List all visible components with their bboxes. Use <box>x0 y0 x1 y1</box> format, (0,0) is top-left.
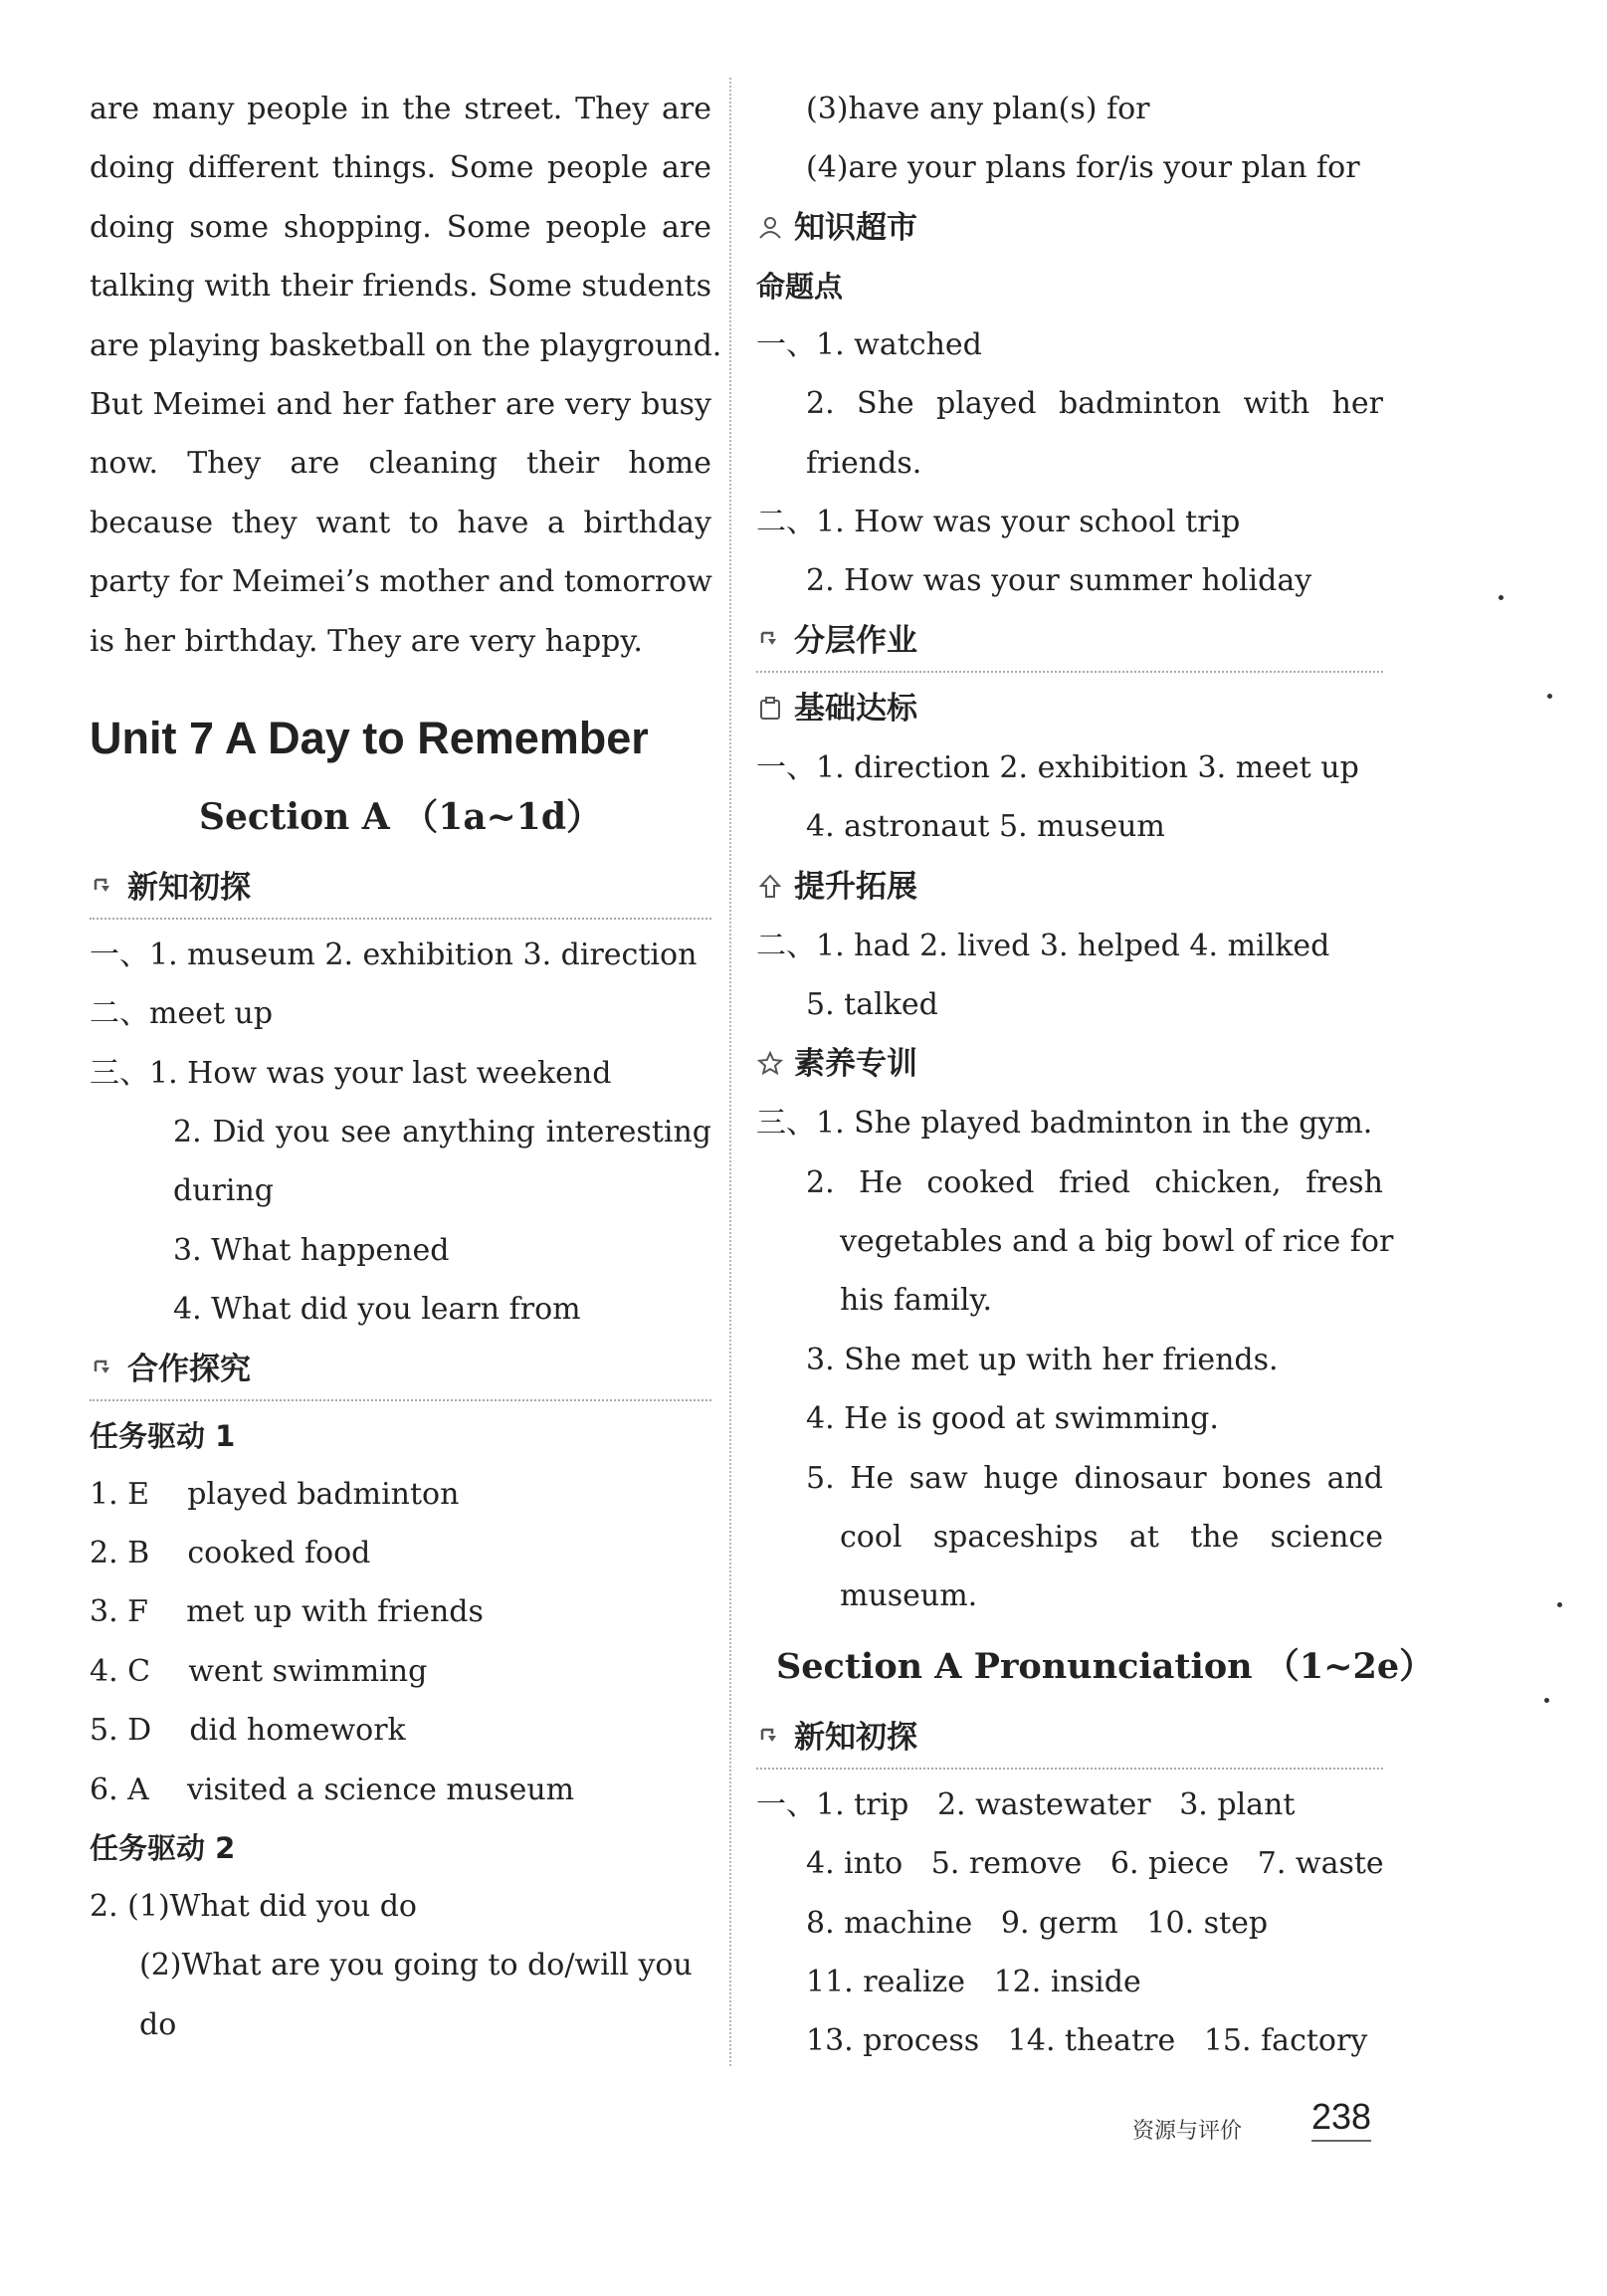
answer-line: 6. A visited a science museum <box>90 1772 575 1807</box>
section-header-hezuo <box>90 1340 711 1401</box>
answer-line: 三、1. How was your last weekend <box>90 1055 612 1091</box>
margin-dot <box>1544 1698 1549 1703</box>
section-title: Section A Pronunciation （1~2e） <box>776 1645 1435 1687</box>
answer-line: 4. What did you learn from <box>173 1292 581 1328</box>
answer-line: friends. <box>806 445 922 481</box>
task-heading: 任务驱动 1 <box>90 1418 236 1453</box>
answer-line: (4)are your plans for/is your plan for <box>806 150 1360 186</box>
paragraph-line: But Meimei and her father are very busy <box>90 386 711 422</box>
section-header-label: 提升拓展 <box>794 868 917 905</box>
column-divider <box>729 78 731 2066</box>
section-title: Section A （1a~1d） <box>198 795 603 838</box>
answer-line: 2. Did you see anything interesting <box>173 1115 711 1150</box>
answer-line: (3)have any plan(s) for <box>806 92 1150 126</box>
answer-line: 2. He cooked fried chicken, fresh <box>806 1164 1383 1200</box>
answer-line: 一、1. direction 2. exhibition 3. meet up <box>756 749 1359 785</box>
page-number: 238 <box>1311 2096 1371 2142</box>
answer-line: 2. She played badminton with her <box>806 386 1383 422</box>
section-header-label: 分层作业 <box>794 622 917 659</box>
bookmark-icon <box>90 874 117 902</box>
paragraph-line: now. They are cleaning their home <box>90 446 711 482</box>
subsection-header-suyang <box>756 1034 1383 1094</box>
section-header-label: 知识超市 <box>794 209 917 246</box>
answer-line: 二、1. How was your school trip <box>756 504 1241 539</box>
section-header-fenceng <box>756 611 1383 673</box>
answer-line: 8. machine 9. germ 10. step <box>806 1905 1269 1941</box>
section-header-label: 合作探究 <box>127 1351 251 1387</box>
answer-line: 2. B cooked food <box>90 1536 371 1571</box>
answer-line: 1. E played badminton <box>90 1476 460 1512</box>
answer-line: 5. D did homework <box>90 1713 406 1749</box>
margin-dot <box>1557 1602 1562 1607</box>
subsection-header-jichu <box>756 679 1383 738</box>
answer-line: 一、1. watched <box>756 326 982 362</box>
answer-line: 4. He is good at swimming. <box>806 1401 1219 1437</box>
paragraph-line: party for Meimei’s mother and tomorrow <box>90 564 712 600</box>
answer-line: do <box>139 2006 177 2042</box>
unit-title: Unit 7 A Day to Remember <box>90 712 649 763</box>
paragraph-line: because they want to have a birthday <box>90 505 711 540</box>
answer-line: 11. realize 12. inside <box>806 1964 1141 1999</box>
margin-dot <box>1499 595 1504 600</box>
paragraph-line: are playing basketball on the playground. <box>90 327 722 363</box>
answer-line: 4. astronaut 5. museum <box>806 809 1165 845</box>
bookmark-icon <box>90 1356 117 1383</box>
answer-line: vegetables and a big bowl of rice for <box>840 1224 1394 1260</box>
person-icon <box>756 214 784 242</box>
star-icon <box>756 1050 784 1078</box>
section-header-label: 基础达标 <box>794 690 917 727</box>
paragraph-line: are many people in the street. They are <box>90 92 711 126</box>
answer-line: cool spaceships at the science <box>840 1520 1383 1556</box>
section-header-xinzhi <box>90 858 711 920</box>
answer-line: 5. talked <box>806 986 938 1022</box>
answer-line: 4. C went swimming <box>90 1653 428 1689</box>
section-header-label: 新知初探 <box>794 1719 917 1756</box>
paragraph-line: doing different things. Some people are <box>90 150 711 186</box>
answer-line: his family. <box>840 1283 992 1319</box>
bookmark-icon <box>756 1724 784 1752</box>
section-header-label: 新知初探 <box>127 869 251 906</box>
answer-line: 3. F met up with friends <box>90 1594 484 1630</box>
section-header-label: 素养专训 <box>794 1046 917 1083</box>
footer-label: 资源与评价 <box>1132 2119 1243 2144</box>
task-heading: 任务驱动 2 <box>90 1830 236 1865</box>
answer-line: 二、1. had 2. lived 3. helped 4. milked <box>756 928 1330 963</box>
answer-line: 5. He saw huge dinosaur bones and <box>806 1460 1383 1496</box>
subsection-header-tisheng <box>756 857 1383 917</box>
answer-line: 3. She met up with her friends. <box>806 1342 1279 1377</box>
answer-line: 三、1. She played badminton in the gym. <box>756 1106 1373 1142</box>
left-column <box>90 80 722 2054</box>
clipboard-icon <box>756 695 784 723</box>
paragraph-line: doing some shopping. Some people are <box>90 209 711 245</box>
answer-line: 13. process 14. theatre 15. factory <box>806 2023 1368 2059</box>
section-header-xinzhi-2 <box>756 1708 1383 1770</box>
answer-line: 2. How was your summer holiday <box>806 563 1312 599</box>
answer-line: 一、1. museum 2. exhibition 3. direction <box>90 937 698 972</box>
mingtidian-heading: 命题点 <box>756 269 844 304</box>
margin-dot <box>1547 694 1552 699</box>
answer-line: during <box>173 1173 274 1209</box>
right-column <box>756 80 1435 2071</box>
paragraph-line: is her birthday. They are very happy. <box>90 623 643 659</box>
answer-line: 二、meet up <box>90 996 274 1032</box>
intro-paragraph <box>90 80 722 671</box>
section-header-zhishi <box>756 198 1383 258</box>
answer-line: 4. into 5. remove 6. piece 7. waste <box>806 1846 1384 1882</box>
up-arrow-icon <box>756 873 784 901</box>
answer-line: 3. What happened <box>173 1232 450 1268</box>
answer-line: museum. <box>840 1578 978 1614</box>
answer-line: 一、1. trip 2. wastewater 3. plant <box>756 1786 1296 1822</box>
bookmark-icon <box>756 627 784 655</box>
answer-line: (2)What are you going to do/will you <box>139 1948 693 1983</box>
answer-line: 2. (1)What did you do <box>90 1888 417 1924</box>
paragraph-line: talking with their friends. Some students <box>90 269 711 305</box>
